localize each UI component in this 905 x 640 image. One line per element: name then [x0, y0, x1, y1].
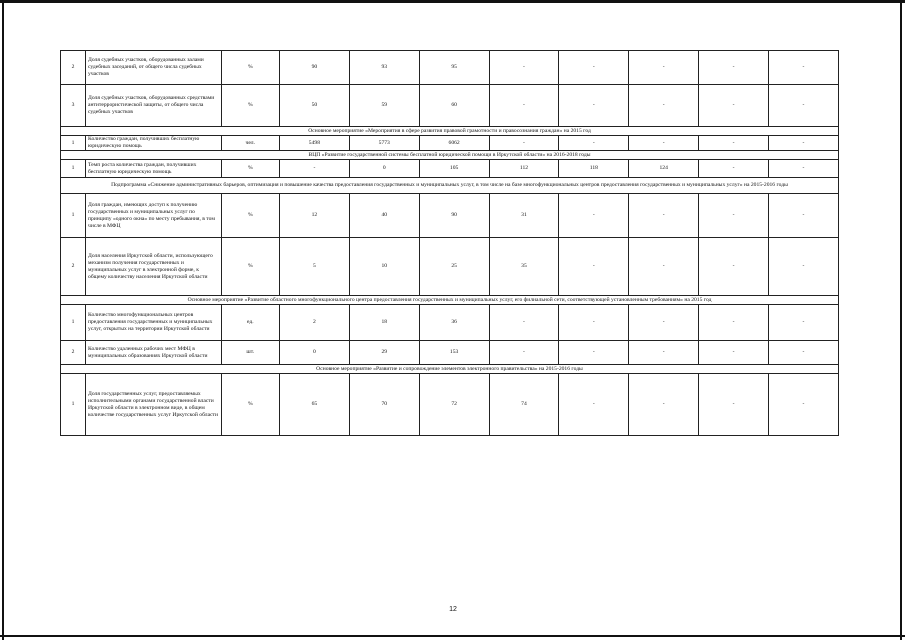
- section-heading: Основное мероприятие «Мероприятия в сфере развития правовой грамотности и правосознания граждан» на 2015 год: [61, 127, 839, 136]
- value-cell: -: [629, 341, 699, 365]
- value-cell: 65: [279, 374, 349, 436]
- table-row: [61, 194, 839, 238]
- value-cell: -: [489, 341, 559, 365]
- section-heading-row: [61, 127, 839, 136]
- value-cell: -: [629, 374, 699, 436]
- value-cell: 18: [349, 305, 419, 341]
- section-heading-row: [61, 296, 839, 305]
- value-cell: -: [629, 51, 699, 85]
- value-cell: -: [699, 85, 769, 127]
- page-border-left: [2, 0, 4, 640]
- indicator-name-cell: Темп роста количества граждан, получивших бесплатную юридическую помощь: [86, 160, 222, 178]
- indicators-table: [60, 50, 839, 436]
- value-cell: 10: [349, 238, 419, 296]
- section-heading: ВЦП «Развитие государственной системы бесплатной юридической помощи в Иркутской области» на 2016-2018 годы: [61, 151, 839, 160]
- indicator-name-cell: Доля судебных участков, оборудованных средствами антитеррористической защиты, от общего числа судебных участков: [86, 85, 222, 127]
- value-cell: -: [559, 305, 629, 341]
- value-cell: -: [559, 374, 629, 436]
- value-cell: -: [279, 160, 349, 178]
- value-cell: 40: [349, 194, 419, 238]
- value-cell: 0: [349, 160, 419, 178]
- value-cell: 153: [419, 341, 489, 365]
- value-cell: -: [629, 136, 699, 151]
- value-cell: -: [629, 238, 699, 296]
- page-border-top: [0, 0, 905, 3]
- indicator-name-cell: Количество граждан, получивших бесплатную юридическую помощь: [86, 136, 222, 151]
- value-cell: 5498: [279, 136, 349, 151]
- value-cell: -: [699, 194, 769, 238]
- value-cell: -: [559, 85, 629, 127]
- table-row: [61, 341, 839, 365]
- row-number-cell: 2: [61, 238, 86, 296]
- indicator-name-cell: Количество удаленных рабочих мест МФЦ в муниципальных образованиях Иркутской области: [86, 341, 222, 365]
- value-cell: 112: [489, 160, 559, 178]
- value-cell: 0: [279, 341, 349, 365]
- value-cell: 72: [419, 374, 489, 436]
- value-cell: -: [768, 305, 838, 341]
- value-cell: 12: [279, 194, 349, 238]
- unit-cell: %: [221, 238, 279, 296]
- value-cell: -: [489, 136, 559, 151]
- value-cell: -: [768, 51, 838, 85]
- row-number-cell: 2: [61, 51, 86, 85]
- value-cell: -: [559, 341, 629, 365]
- value-cell: -: [489, 305, 559, 341]
- value-cell: 36: [419, 305, 489, 341]
- value-cell: 93: [349, 51, 419, 85]
- value-cell: -: [559, 51, 629, 85]
- table-row: [61, 51, 839, 85]
- section-heading-row: [61, 365, 839, 374]
- value-cell: -: [699, 238, 769, 296]
- unit-cell: %: [221, 51, 279, 85]
- value-cell: 35: [489, 238, 559, 296]
- value-cell: 6062: [419, 136, 489, 151]
- row-number-cell: 1: [61, 194, 86, 238]
- table-row: [61, 136, 839, 151]
- table-row: [61, 374, 839, 436]
- value-cell: 59: [349, 85, 419, 127]
- unit-cell: %: [221, 160, 279, 178]
- indicators-table-body: [61, 51, 839, 436]
- value-cell: 5773: [349, 136, 419, 151]
- value-cell: -: [629, 194, 699, 238]
- value-cell: -: [489, 85, 559, 127]
- row-number-cell: 1: [61, 305, 86, 341]
- value-cell: 31: [489, 194, 559, 238]
- value-cell: -: [559, 238, 629, 296]
- value-cell: 5: [279, 238, 349, 296]
- row-number-cell: 1: [61, 160, 86, 178]
- table-row: [61, 85, 839, 127]
- page-number: 12: [449, 606, 457, 613]
- table-row: [61, 238, 839, 296]
- value-cell: -: [629, 85, 699, 127]
- section-heading-row: [61, 151, 839, 160]
- indicator-name-cell: Доля граждан, имеющих доступ к получению государственных и муниципальных услуг по принципу «одного окна» по месту пребывания, в том числе в МФЦ: [86, 194, 222, 238]
- unit-cell: чел.: [221, 136, 279, 151]
- value-cell: 29: [349, 341, 419, 365]
- value-cell: -: [699, 51, 769, 85]
- value-cell: -: [699, 374, 769, 436]
- table-row: [61, 160, 839, 178]
- value-cell: 70: [349, 374, 419, 436]
- row-number-cell: 2: [61, 341, 86, 365]
- value-cell: 105: [419, 160, 489, 178]
- value-cell: 50: [279, 85, 349, 127]
- value-cell: 74: [489, 374, 559, 436]
- indicator-name-cell: Доля государственных услуг, предоставляемых исполнительными органами государственной власти Иркутской области в электронном виде, в общем количестве государственных услуг Иркутской области: [86, 374, 222, 436]
- row-number-cell: 1: [61, 374, 86, 436]
- value-cell: -: [768, 341, 838, 365]
- indicator-name-cell: Доля судебных участков, оборудованных залами судебных заседаний, от общего числа судебных участков: [86, 51, 222, 85]
- unit-cell: %: [221, 85, 279, 127]
- unit-cell: %: [221, 194, 279, 238]
- value-cell: -: [768, 160, 838, 178]
- page-border-right: [900, 0, 902, 640]
- value-cell: 25: [419, 238, 489, 296]
- section-heading: Основное мероприятие «Развитие и сопровождение элементов электронного правительства» на 2015-2016 годы: [61, 365, 839, 374]
- unit-cell: %: [221, 374, 279, 436]
- value-cell: -: [489, 51, 559, 85]
- value-cell: -: [768, 374, 838, 436]
- value-cell: -: [768, 136, 838, 151]
- value-cell: 60: [419, 85, 489, 127]
- value-cell: -: [559, 194, 629, 238]
- value-cell: -: [768, 85, 838, 127]
- value-cell: -: [699, 305, 769, 341]
- value-cell: 90: [419, 194, 489, 238]
- unit-cell: шт.: [221, 341, 279, 365]
- section-heading: Подпрограмма «Снижение административных барьеров, оптимизация и повышение качества предоставления государственных и муниципальных услуг, в том числе на базе многофункциональных центров предоставления государственных и муниципальных услуг» на 2015-2016 годы: [61, 178, 839, 194]
- value-cell: -: [629, 305, 699, 341]
- row-number-cell: 1: [61, 136, 86, 151]
- value-cell: 95: [419, 51, 489, 85]
- indicator-name-cell: Доля населения Иркутской области, использующего механизм получения государственных и муниципальных услуг в электронной форме, к общему количеству населения Иркутской области: [86, 238, 222, 296]
- value-cell: -: [768, 194, 838, 238]
- indicator-name-cell: Количество многофункциональных центров предоставления государственных и муниципальных услуг, открытых на территории Иркутской области: [86, 305, 222, 341]
- section-heading: Основное мероприятие «Развитие областного многофункционального центра предоставления государственных и муниципальных услуг, его филиальной сети, соответствующей установленным требованиям» на 2015 год: [61, 296, 839, 305]
- table-row: [61, 305, 839, 341]
- value-cell: -: [559, 136, 629, 151]
- value-cell: -: [768, 238, 838, 296]
- value-cell: -: [699, 160, 769, 178]
- value-cell: 124: [629, 160, 699, 178]
- row-number-cell: 3: [61, 85, 86, 127]
- unit-cell: ед.: [221, 305, 279, 341]
- value-cell: 90: [279, 51, 349, 85]
- value-cell: 2: [279, 305, 349, 341]
- section-heading-row: [61, 178, 839, 194]
- value-cell: -: [699, 136, 769, 151]
- value-cell: -: [699, 341, 769, 365]
- page-border-bottom: [0, 635, 905, 637]
- value-cell: 118: [559, 160, 629, 178]
